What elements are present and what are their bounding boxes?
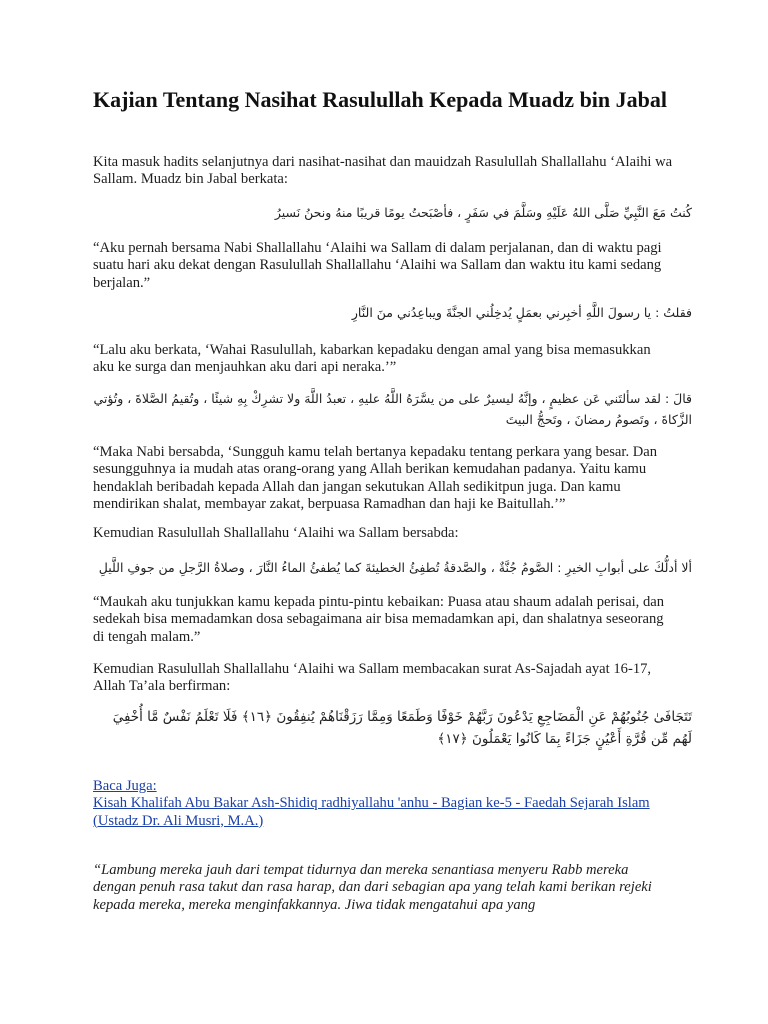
lead-paragraph-2: Kemudian Rasulullah Shallallahu ‘Alaihi wa Sallam membacakan surat As-Sajadah ayat 16-17, Allah Ta’ala berfirman: <box>93 661 652 695</box>
arabic-hadith-2: فقلتُ : يا رسولَ اللَّهِ أخبِرني بعمَلٍ يُدخِلُني الجنَّةَ ويباعِدُني منَ النَّارِ <box>351 305 692 320</box>
arabic-hadith-3: قالَ : لقد سألتَني عَن عظيمٍ ، وإنَّهُ ليسيرٌ على من يسَّرَهُ اللَّهُ عليهِ ، تعبدُ اللَّهَ ولا تشرِكْ بِهِ شيئًا ، وتُقيمُ الصَّلاةَ ، وتُؤتي الزَّكاةَ ، وتَصومُ رمضانَ ، وتَحجُّ البيتَ <box>93 391 692 427</box>
arabic-hadith-4: ألا أدلُّكَ على أبوابِ الخيرِ : الصَّومُ جُنَّةٌ ، والصَّدقةُ تُطفِئُ الخطيئةَ كما يُطفئُ الماءُ النَّارَ ، وصلاةُ الرَّجلِ من جوفِ اللَّيلِ <box>98 560 692 575</box>
lead-paragraph-1: Kemudian Rasulullah Shallallahu ‘Alaihi wa Sallam bersabda: <box>93 525 459 541</box>
baca-juga-block <box>93 778 673 830</box>
arabic-hadith-1: كُنتُ مَعَ النَّبِيِّ صَلَّى اللهُ عَلَيْهِ وسَلَّمَ في سَفَرٍ ، فأصْبَحتُ يومًا قريبًا منهُ ونحنُ نَسيرُ <box>274 205 692 220</box>
baca-juga-article-link[interactable]: Kisah Khalifah Abu Bakar Ash-Shidiq radhiyallahu 'anhu - Bagian ke-5 - Faedah Sejarah Islam (Ustadz Dr. Ali Musri, M.A.) <box>93 795 650 829</box>
translation-paragraph-1: “Aku pernah bersama Nabi Shallallahu ‘Alaihi wa Sallam di dalam perjalanan, dan di waktu pagi suatu hari aku dekat dengan Rasulullah Shallallahu ‘Alaihi wa Sallam dan waktu itu kami sedang berjalan.” <box>93 240 662 291</box>
translation-paragraph-4: “Maukah aku tunjukkan kamu kepada pintu-pintu kebaikan: Puasa atau shaum adalah perisai, dan sedekah bisa memadamkan dosa sebagaimana air bisa memadamkan api, dan shalatnya seseorang di tengah malam.” <box>93 594 665 645</box>
translation-paragraph-3: “Maka Nabi bersabda, ‘Sungguh kamu telah bertanya kepadaku tentang perkara yang besar. Dan sesungguhnya ia mudah atas orang-orang yang Allah berikan kemudahan padanya. Yaitu kamu hendaklah beribadah kepada Allah dan jangan sekutukan Allah sedikitpun juga. Dan kamu mendirikan shalat, membayar zakat, berpuasa Ramadhan dan haji ke Baitullah.’” <box>93 444 658 512</box>
quran-translation-paragraph: “Lambung mereka jauh dari tempat tidurnya dan mereka senantiasa menyeru Rabb mereka dengan penuh rasa takut dan rasa harap, dan dari sebagian apa yang telah kami berikan rejeki kepada mereka, mereka menginfakkannya. Jiwa tidak mengatahui apa yang <box>93 862 652 913</box>
article-title: Kajian Tentang Nasihat Rasulullah Kepada Muadz bin Jabal <box>93 87 667 112</box>
arabic-quran-verse: تَتَجَافَىٰ جُنُوبُهُمْ عَنِ الْمَضَاجِعِ يَدْعُونَ رَبَّهُمْ خَوْفًا وَطَمَعًا وَمِمَّا رَزَقْنَاهُمْ يُنفِقُونَ ﴿١٦﴾ فَلَا تَعْلَمُ نَفْسٌ مَّا أُخْفِيَ لَهُم مِّن قُرَّةِ أَعْيُنٍ جَزَاءً بِمَا كَانُوا يَعْمَلُونَ ﴿١٧﴾ <box>112 709 692 747</box>
translation-paragraph-2: “Lalu aku berkata, ‘Wahai Rasulullah, kabarkan kepadaku dengan amal yang bisa memasukkan aku ke surga dan menjauhkan aku dari api neraka.’” <box>93 342 651 376</box>
baca-juga-label-link[interactable]: Baca Juga: <box>93 778 157 794</box>
intro-paragraph: Kita masuk hadits selanjutnya dari nasihat-nasihat dan mauidzah Rasulullah Shallallahu ‘Alaihi wa Sallam. Muadz bin Jabal berkata: <box>93 154 673 188</box>
